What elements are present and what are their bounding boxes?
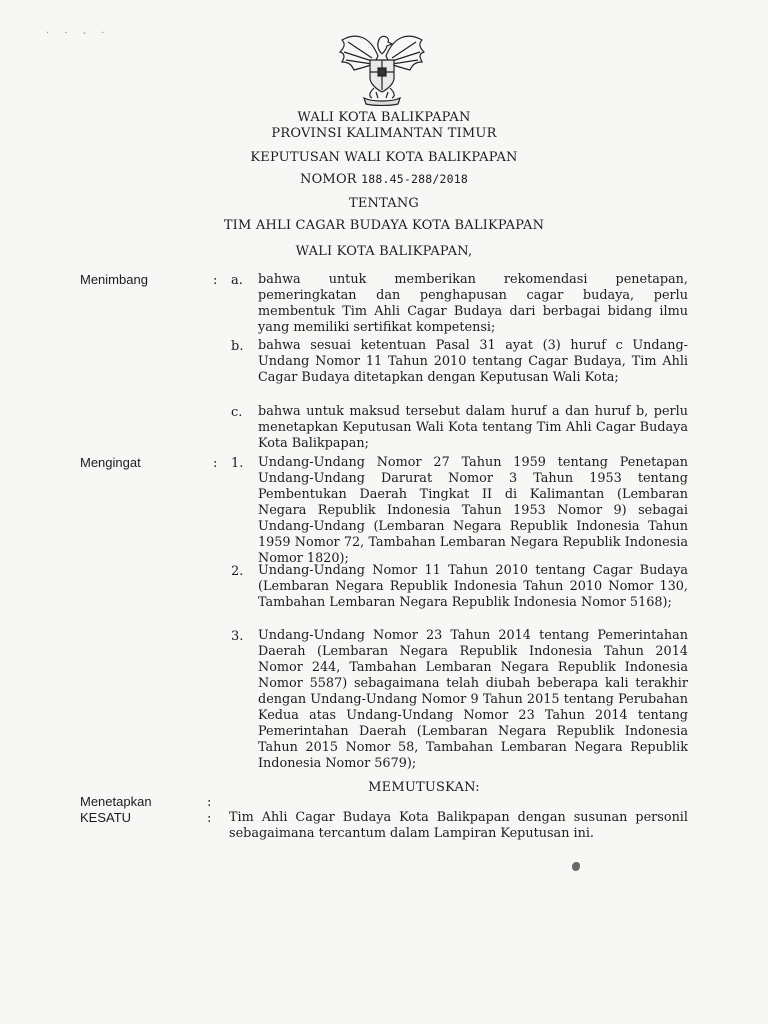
menimbang-item-b: bahwa sesuai ketentuan Pasal 31 ayat (3) huruf c Undang-Undang Nomor 11 Tahun 2010 tentang Cagar Budaya, Tim Ahli Cagar Budaya ditetapkan dengan Keputusan Wali Kota; [258,338,688,385]
ink-smudge [572,862,580,871]
menimbang-item-a: bahwa untuk memberikan rekomendasi penetapan, pemeringkatan dan penghapusan cagar budaya, perlu membentuk Tim Ahli Cagar Budaya dari berbagai bidang ilmu yang memiliki sertifikat kompetensi; [258,272,688,335]
mengingat-mark-2: 2. [231,564,244,579]
menetapkan-label: Menetapkan [80,794,152,809]
mengingat-item-2: Undang-Undang Nomor 11 Tahun 2010 tentang Cagar Budaya (Lembaran Negara Republik Indonesia Tahun 2010 Nomor 130, Tambahan Lembaran Negara Republik Indonesia Nomor 5168); [258,563,688,610]
mengingat-mark-1: 1. [231,456,244,471]
nomor-value: 188.45-288/2018 [361,172,468,186]
province-name: PROVINSI KALIMANTAN TIMUR [271,126,497,141]
city-name: WALI KOTA BALIKPAPAN [297,110,471,125]
nomor-label: NOMOR [300,172,357,187]
mengingat-item-3: Undang-Undang Nomor 23 Tahun 2014 tentang Pemerintahan Daerah (Lembaran Negara Republik Indonesia Tahun 2014 Nomor 244, Tambahan Lembaran Negara Republik Indonesia Nomor 5587) sebagaimana telah diubah beberapa kali terakhir dengan Undang-Undang Nomor 9 Tahun 2015 tentang Perubahan Kedua atas Undang-Undang Nomor 23 Tahun 2014 tentang Pemerintahan Daerah (Lembaran Negara Republik Indonesia Tahun 2015 Nomor 58, Tambahan Lembaran Negara Republik Indonesia Nomor 5679); [258,628,688,771]
menimbang-label: Menimbang [80,272,148,287]
decree-number [0,172,768,187]
kesatu-colon: : [207,811,212,826]
menimbang-mark-b: b. [231,339,244,354]
mengingat-mark-3: 3. [231,629,244,644]
kesatu-label: KESATU [80,810,132,825]
mengingat-colon: : [213,456,218,471]
tentang-heading: TENTANG [348,196,420,211]
menetapkan-colon: : [207,795,212,810]
mengingat-item-1: Undang-Undang Nomor 27 Tahun 1959 tentang Penetapan Undang-Undang Darurat Nomor 3 Tahun 1953 tentang Pembentukan Daerah Tingkat II di Kalimantan (Lembaran Negara Republik Indonesia Tahun 1953 Nomor 9) sebagai Undang-Undang (Lembaran Negara Republik Indonesia Tahun 1959 Nomor 72, Tambahan Lembaran Negara Republik Indonesia Nomor 1820); [258,455,688,566]
menimbang-mark-c: c. [231,405,243,420]
issuer-line: WALI KOTA BALIKPAPAN, [295,244,473,259]
decree-subject: TIM AHLI CAGAR BUDAYA KOTA BALIKPAPAN [223,218,545,233]
menimbang-item-c: bahwa untuk maksud tersebut dalam huruf a dan huruf b, perlu menetapkan Keputusan Wali Kota tentang Tim Ahli Cagar Budaya Kota Balikpapan; [258,404,688,451]
decree-title: KEPUTUSAN WALI KOTA BALIKPAPAN [250,150,518,165]
memutuskan-heading: MEMUTUSKAN: [368,780,480,795]
menimbang-colon: : [213,273,218,288]
menimbang-mark-a: a. [231,273,243,288]
mengingat-label: Mengingat [80,455,141,470]
scan-speckles: · · - · [46,28,111,39]
kesatu-text: Tim Ahli Cagar Budaya Kota Balikpapan dengan susunan personil sebagaimana tercantum dalam Lampiran Keputusan ini. [229,810,688,841]
garuda-emblem-icon [332,26,432,106]
